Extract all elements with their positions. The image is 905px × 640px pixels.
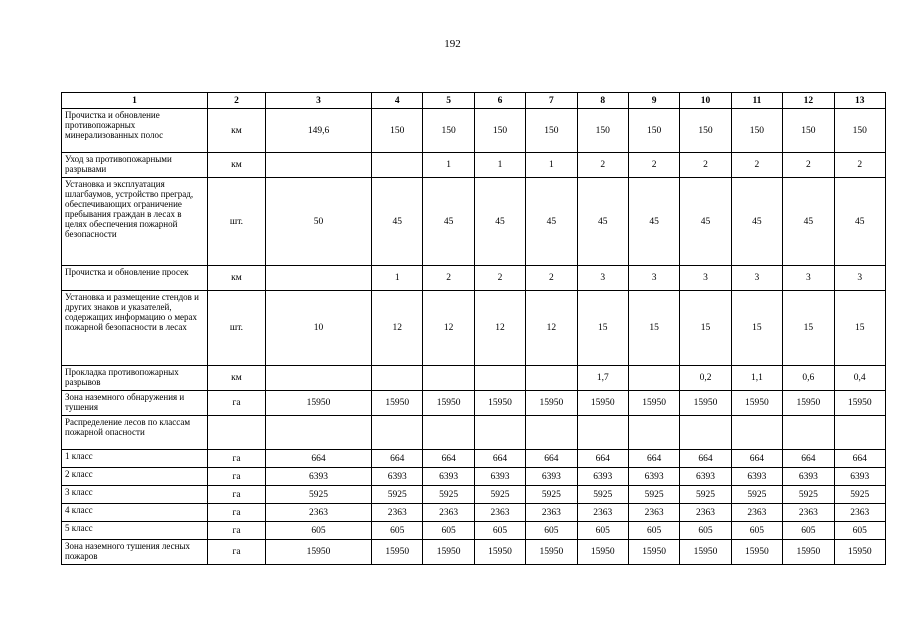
value-cell: 664 <box>372 450 423 468</box>
value-cell: 605 <box>628 522 679 540</box>
value-cell: 45 <box>423 178 474 266</box>
value-cell <box>266 153 372 178</box>
table-row <box>62 391 886 416</box>
unit-cell: км <box>208 266 266 291</box>
unit-cell: га <box>208 468 266 486</box>
value-cell <box>423 366 474 391</box>
value-cell: 605 <box>423 522 474 540</box>
value-cell: 15950 <box>731 540 782 565</box>
table-header-row <box>62 93 886 109</box>
value-cell: 15950 <box>423 391 474 416</box>
column-header: 6 <box>474 93 525 109</box>
value-cell: 1 <box>372 266 423 291</box>
table-row <box>62 366 886 391</box>
column-header: 12 <box>783 93 834 109</box>
value-cell: 15 <box>731 291 782 366</box>
value-cell <box>731 416 782 450</box>
value-cell: 2363 <box>423 504 474 522</box>
value-cell: 45 <box>526 178 577 266</box>
value-cell: 2363 <box>731 504 782 522</box>
value-cell: 664 <box>266 450 372 468</box>
value-cell <box>474 416 525 450</box>
unit-cell: га <box>208 450 266 468</box>
unit-cell: га <box>208 540 266 565</box>
table-row <box>62 291 886 366</box>
value-cell: 3 <box>834 266 885 291</box>
column-header: 7 <box>526 93 577 109</box>
column-header: 10 <box>680 93 731 109</box>
value-cell: 12 <box>372 291 423 366</box>
value-cell: 6393 <box>372 468 423 486</box>
value-cell: 150 <box>731 109 782 153</box>
value-cell <box>628 366 679 391</box>
value-cell: 6393 <box>783 468 834 486</box>
value-cell: 45 <box>628 178 679 266</box>
value-cell: 0,4 <box>834 366 885 391</box>
value-cell: 3 <box>731 266 782 291</box>
table-row <box>62 486 886 504</box>
row-name-cell: Распределение лесов по классам пожарной опасности <box>62 416 208 450</box>
value-cell: 15950 <box>834 391 885 416</box>
row-name-cell: Прочистка и обновление просек <box>62 266 208 291</box>
value-cell: 2 <box>628 153 679 178</box>
value-cell <box>628 416 679 450</box>
value-cell: 5925 <box>577 486 628 504</box>
value-cell: 6393 <box>526 468 577 486</box>
value-cell: 15950 <box>266 540 372 565</box>
value-cell: 2363 <box>372 504 423 522</box>
table-row <box>62 153 886 178</box>
value-cell: 5925 <box>834 486 885 504</box>
fire-safety-table <box>61 92 886 565</box>
value-cell: 5925 <box>266 486 372 504</box>
value-cell: 45 <box>783 178 834 266</box>
row-name-cell: 2 класс <box>62 468 208 486</box>
value-cell: 605 <box>731 522 782 540</box>
value-cell <box>834 416 885 450</box>
value-cell: 3 <box>577 266 628 291</box>
value-cell: 150 <box>372 109 423 153</box>
value-cell: 5925 <box>526 486 577 504</box>
table-row <box>62 468 886 486</box>
value-cell: 3 <box>783 266 834 291</box>
column-header: 2 <box>208 93 266 109</box>
value-cell: 664 <box>526 450 577 468</box>
value-cell <box>577 416 628 450</box>
value-cell: 1 <box>526 153 577 178</box>
table-body <box>62 109 886 565</box>
value-cell: 150 <box>628 109 679 153</box>
value-cell <box>372 416 423 450</box>
table-row <box>62 522 886 540</box>
value-cell: 15950 <box>680 540 731 565</box>
value-cell <box>423 416 474 450</box>
value-cell: 5925 <box>680 486 731 504</box>
row-name-cell: Установка и размещение стендов и других знаков и указателей, содержащих информацию о мерах пожарной безопасности в лесах <box>62 291 208 366</box>
table-row <box>62 540 886 565</box>
value-cell: 15 <box>783 291 834 366</box>
value-cell: 664 <box>731 450 782 468</box>
value-cell: 15950 <box>628 540 679 565</box>
value-cell: 0,6 <box>783 366 834 391</box>
value-cell: 6393 <box>423 468 474 486</box>
value-cell: 15950 <box>474 391 525 416</box>
value-cell: 2 <box>577 153 628 178</box>
value-cell: 150 <box>423 109 474 153</box>
value-cell: 605 <box>680 522 731 540</box>
value-cell: 2 <box>783 153 834 178</box>
value-cell: 664 <box>577 450 628 468</box>
value-cell: 150 <box>783 109 834 153</box>
value-cell: 150 <box>680 109 731 153</box>
value-cell: 605 <box>266 522 372 540</box>
value-cell <box>526 416 577 450</box>
value-cell: 45 <box>680 178 731 266</box>
value-cell: 5925 <box>731 486 782 504</box>
value-cell: 15950 <box>423 540 474 565</box>
value-cell: 2 <box>423 266 474 291</box>
row-name-cell: Прочистка и обновление противопожарных минерализованных полос <box>62 109 208 153</box>
value-cell: 15950 <box>266 391 372 416</box>
value-cell: 15 <box>577 291 628 366</box>
value-cell: 15950 <box>783 540 834 565</box>
value-cell: 664 <box>474 450 525 468</box>
column-header: 3 <box>266 93 372 109</box>
value-cell: 150 <box>577 109 628 153</box>
value-cell: 605 <box>372 522 423 540</box>
value-cell <box>526 366 577 391</box>
value-cell: 6393 <box>731 468 782 486</box>
value-cell: 45 <box>731 178 782 266</box>
value-cell: 6393 <box>266 468 372 486</box>
value-cell: 6393 <box>680 468 731 486</box>
value-cell: 664 <box>783 450 834 468</box>
value-cell: 2363 <box>266 504 372 522</box>
column-header: 5 <box>423 93 474 109</box>
value-cell <box>783 416 834 450</box>
value-cell: 605 <box>526 522 577 540</box>
value-cell: 3 <box>680 266 731 291</box>
row-name-cell: 3 класс <box>62 486 208 504</box>
value-cell: 15950 <box>834 540 885 565</box>
value-cell: 15950 <box>628 391 679 416</box>
table-row <box>62 504 886 522</box>
value-cell: 150 <box>474 109 525 153</box>
value-cell: 150 <box>834 109 885 153</box>
table-row <box>62 450 886 468</box>
value-cell: 664 <box>628 450 679 468</box>
value-cell: 2 <box>526 266 577 291</box>
value-cell: 45 <box>474 178 525 266</box>
value-cell: 5925 <box>423 486 474 504</box>
unit-cell: км <box>208 109 266 153</box>
value-cell: 2363 <box>680 504 731 522</box>
value-cell: 2363 <box>577 504 628 522</box>
unit-cell: га <box>208 391 266 416</box>
value-cell: 1,1 <box>731 366 782 391</box>
value-cell: 12 <box>423 291 474 366</box>
value-cell: 605 <box>834 522 885 540</box>
value-cell: 5925 <box>474 486 525 504</box>
table-row <box>62 416 886 450</box>
unit-cell: шт. <box>208 178 266 266</box>
value-cell: 6393 <box>474 468 525 486</box>
unit-cell: шт. <box>208 291 266 366</box>
value-cell: 50 <box>266 178 372 266</box>
column-header: 9 <box>628 93 679 109</box>
value-cell: 605 <box>783 522 834 540</box>
value-cell: 15950 <box>577 540 628 565</box>
value-cell: 2363 <box>783 504 834 522</box>
value-cell: 664 <box>680 450 731 468</box>
column-header: 4 <box>372 93 423 109</box>
value-cell: 1 <box>474 153 525 178</box>
row-name-cell: 4 класс <box>62 504 208 522</box>
value-cell: 15950 <box>526 391 577 416</box>
value-cell: 15 <box>834 291 885 366</box>
value-cell <box>372 366 423 391</box>
value-cell: 3 <box>628 266 679 291</box>
value-cell: 664 <box>834 450 885 468</box>
unit-cell <box>208 416 266 450</box>
value-cell: 605 <box>577 522 628 540</box>
column-header: 8 <box>577 93 628 109</box>
value-cell: 12 <box>526 291 577 366</box>
row-name-cell: Установка и эксплуатация шлагбаумов, устройство преград, обеспечивающих ограничение пребывания граждан в лесах в целях обеспечения пожарной безопасности <box>62 178 208 266</box>
value-cell: 0,2 <box>680 366 731 391</box>
value-cell: 2 <box>680 153 731 178</box>
value-cell: 15950 <box>731 391 782 416</box>
unit-cell: км <box>208 153 266 178</box>
value-cell: 1,7 <box>577 366 628 391</box>
column-header: 11 <box>731 93 782 109</box>
value-cell: 2363 <box>834 504 885 522</box>
value-cell: 5925 <box>783 486 834 504</box>
value-cell: 15950 <box>783 391 834 416</box>
value-cell: 5925 <box>628 486 679 504</box>
value-cell: 150 <box>526 109 577 153</box>
unit-cell: га <box>208 486 266 504</box>
value-cell: 15 <box>628 291 679 366</box>
value-cell: 605 <box>474 522 525 540</box>
table-row <box>62 178 886 266</box>
value-cell: 45 <box>577 178 628 266</box>
value-cell: 1 <box>423 153 474 178</box>
value-cell: 15950 <box>372 540 423 565</box>
column-header: 1 <box>62 93 208 109</box>
unit-cell: га <box>208 522 266 540</box>
table-row <box>62 266 886 291</box>
unit-cell: га <box>208 504 266 522</box>
value-cell <box>266 416 372 450</box>
value-cell: 15950 <box>474 540 525 565</box>
row-name-cell: 1 класс <box>62 450 208 468</box>
value-cell: 2363 <box>474 504 525 522</box>
value-cell: 15950 <box>680 391 731 416</box>
value-cell: 15950 <box>577 391 628 416</box>
value-cell: 149,6 <box>266 109 372 153</box>
value-cell: 2 <box>834 153 885 178</box>
value-cell: 15950 <box>372 391 423 416</box>
value-cell: 2363 <box>526 504 577 522</box>
unit-cell: км <box>208 366 266 391</box>
value-cell <box>266 366 372 391</box>
value-cell: 6393 <box>834 468 885 486</box>
row-name-cell: Зона наземного обнаружения и тушения <box>62 391 208 416</box>
table-row <box>62 109 886 153</box>
value-cell: 664 <box>423 450 474 468</box>
value-cell <box>372 153 423 178</box>
value-cell: 15 <box>680 291 731 366</box>
value-cell: 2363 <box>628 504 679 522</box>
column-header: 13 <box>834 93 885 109</box>
value-cell: 12 <box>474 291 525 366</box>
value-cell: 6393 <box>628 468 679 486</box>
value-cell: 2 <box>474 266 525 291</box>
row-name-cell: Прокладка противопожарных разрывов <box>62 366 208 391</box>
value-cell: 5925 <box>372 486 423 504</box>
value-cell <box>474 366 525 391</box>
value-cell: 45 <box>834 178 885 266</box>
page-number: 192 <box>444 38 461 50</box>
value-cell: 6393 <box>577 468 628 486</box>
value-cell: 10 <box>266 291 372 366</box>
value-cell: 2 <box>731 153 782 178</box>
value-cell: 45 <box>372 178 423 266</box>
row-name-cell: Зона наземного тушения лесных пожаров <box>62 540 208 565</box>
value-cell: 15950 <box>526 540 577 565</box>
row-name-cell: Уход за противопожарными разрывами <box>62 153 208 178</box>
row-name-cell: 5 класс <box>62 522 208 540</box>
value-cell <box>680 416 731 450</box>
value-cell <box>266 266 372 291</box>
